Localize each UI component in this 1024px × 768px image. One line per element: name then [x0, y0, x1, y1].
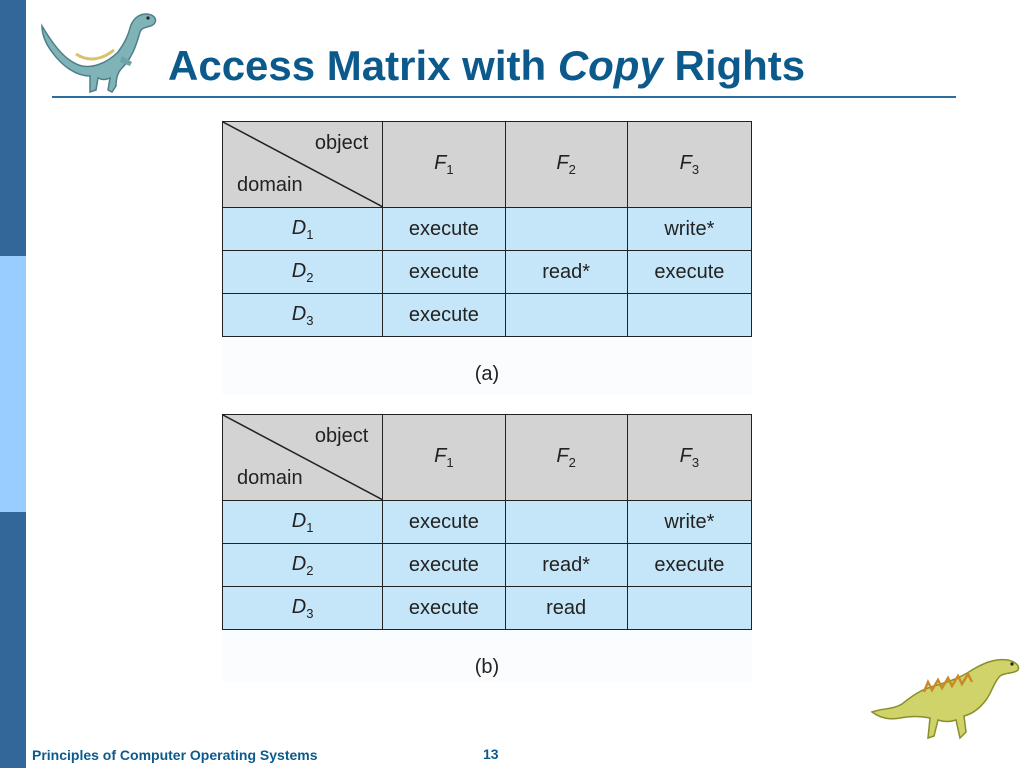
matrix-cell: execute: [383, 501, 505, 544]
column-letter: F: [679, 445, 692, 467]
matrix-cell: read: [505, 587, 627, 630]
matrix-cell: execute: [383, 251, 505, 294]
column-header-f2: [505, 415, 627, 501]
row-header-d3: [223, 294, 383, 337]
access-matrix-figure-a: [222, 121, 752, 395]
access-matrix-figure-b: [222, 414, 752, 682]
corner-object-label: object: [314, 425, 369, 447]
figure-caption-b: (b): [474, 656, 500, 678]
row-header-d1: [223, 501, 383, 544]
column-letter: F: [556, 152, 569, 174]
column-subscript: 1: [446, 455, 454, 470]
table-row: [223, 544, 752, 587]
title-text-end: Rights: [662, 42, 806, 89]
row-subscript: 3: [306, 605, 314, 621]
matrix-cell: execute: [383, 208, 505, 251]
title-text-italic: Copy: [557, 42, 663, 89]
column-letter: F: [556, 445, 569, 467]
matrix-header-row: [223, 122, 752, 208]
row-header-d2: [223, 544, 383, 587]
table-row: [223, 208, 752, 251]
sidebar-block-middle: [0, 256, 26, 512]
row-subscript: 2: [306, 562, 314, 578]
matrix-cell: execute: [383, 294, 505, 337]
row-header-d2: [223, 251, 383, 294]
access-matrix-table-b: [222, 414, 752, 630]
column-subscript: 1: [446, 162, 454, 177]
footer-course-title: Principles of Computer Operating Systems: [32, 747, 318, 763]
sidebar-stripe: [0, 0, 26, 768]
matrix-cell: write*: [627, 501, 751, 544]
matrix-corner-cell: [223, 122, 383, 208]
matrix-cell: execute: [627, 251, 751, 294]
row-subscript: 1: [306, 519, 314, 535]
row-letter: D: [291, 302, 307, 325]
matrix-cell: read*: [505, 251, 627, 294]
corner-domain-label: domain: [237, 467, 303, 489]
matrix-cell: [505, 208, 627, 251]
column-header-f2: [505, 122, 627, 208]
matrix-cell: [627, 587, 751, 630]
row-header-d3: [223, 587, 383, 630]
column-header-f1: [383, 415, 505, 501]
row-letter: D: [291, 259, 307, 282]
column-subscript: 2: [568, 455, 576, 470]
matrix-header-row: [223, 415, 752, 501]
table-row: [223, 501, 752, 544]
title-divider: [52, 96, 956, 98]
column-header-f3: [627, 415, 751, 501]
table-row: [223, 587, 752, 630]
access-matrix-table-a: [222, 121, 752, 337]
column-letter: F: [679, 152, 692, 174]
corner-object-label: object: [314, 132, 369, 154]
matrix-cell: [505, 294, 627, 337]
row-header-d1: [223, 208, 383, 251]
column-subscript: 3: [691, 455, 700, 470]
row-subscript: 3: [306, 312, 314, 328]
row-subscript: 2: [306, 269, 314, 285]
table-row: [223, 294, 752, 337]
matrix-cell: execute: [627, 544, 751, 587]
sidebar-block-top: [0, 0, 26, 256]
row-letter: D: [291, 595, 307, 618]
table-row: [223, 251, 752, 294]
column-letter: F: [434, 152, 447, 174]
figure-caption-a: (a): [474, 363, 500, 385]
corner-domain-label: domain: [237, 174, 303, 196]
row-letter: D: [291, 552, 307, 575]
page-number: 13: [483, 746, 499, 762]
matrix-cell: [627, 294, 751, 337]
row-letter: D: [291, 216, 307, 239]
page-title: [168, 38, 805, 94]
title-text-start: Access Matrix with: [168, 42, 558, 89]
matrix-cell: [505, 501, 627, 544]
row-letter: D: [291, 509, 307, 532]
column-letter: F: [434, 445, 447, 467]
matrix-corner-cell: [223, 415, 383, 501]
sidebar-block-bottom: [0, 512, 26, 768]
column-header-f3: [627, 122, 751, 208]
dinosaur-logo-icon: [868, 652, 1024, 742]
column-header-f1: [383, 122, 505, 208]
matrix-cell: execute: [383, 587, 505, 630]
column-subscript: 2: [568, 162, 576, 177]
matrix-cell: execute: [383, 544, 505, 587]
row-subscript: 1: [306, 226, 314, 242]
matrix-cell: write*: [627, 208, 751, 251]
dinosaur-logo-icon: [36, 6, 160, 98]
column-subscript: 3: [691, 162, 700, 177]
matrix-cell: read*: [505, 544, 627, 587]
